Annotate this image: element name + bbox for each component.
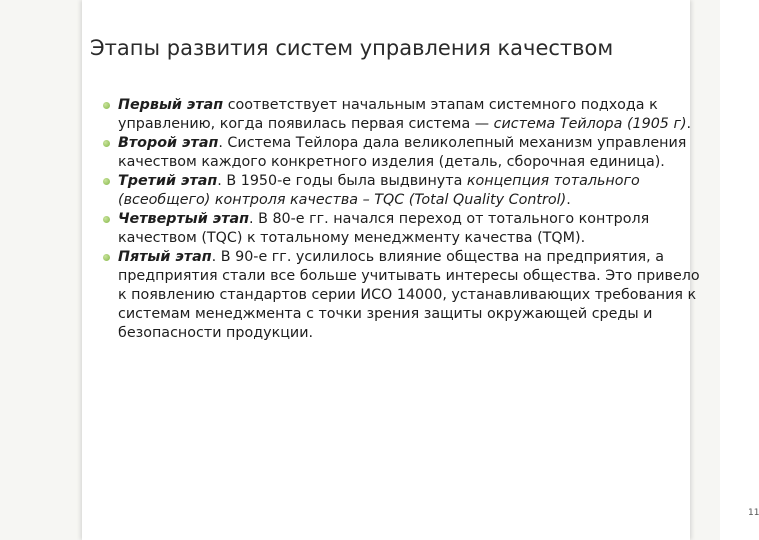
bullet-text: . В 80-е гг. начался переход от тотального контроля качеством (TQC) к тотальному менеджменту качества (TQM). (118, 211, 650, 246)
bullet-item-2 (102, 134, 702, 172)
bullet-item-4 (102, 210, 702, 248)
bullet-lead: Третий этап (118, 173, 218, 189)
bullet-italic: система Тейлора (1905 г) (493, 116, 687, 132)
bullet-lead: Пятый этап (118, 249, 212, 265)
bullet-lead: Второй этап (118, 135, 219, 151)
bullet-tail: . (566, 192, 571, 208)
bullet-dot-icon (103, 254, 110, 261)
bullet-item-1 (102, 96, 702, 134)
bullet-tail: . (686, 116, 692, 132)
bullet-item-5 (102, 248, 702, 343)
bullet-lead: Четвертый этап (118, 211, 250, 227)
bullet-dot-icon (103, 216, 110, 223)
bullet-dot-icon (103, 102, 110, 109)
bullet-text: соответствует начальным этапам системного подхода к управлению, когда появилась первая система — (118, 97, 658, 132)
left-margin-band (0, 0, 82, 540)
bullet-list (102, 96, 702, 343)
page-number: 11 (748, 508, 759, 518)
bullet-text: . Система Тейлора дала великолепный механизм управления качеством каждого конкретного изделия (деталь, сборочная единица). (118, 135, 687, 170)
bullet-italic: концепция тотального (всеобщего) контроля качества – TQC (Total Quality Control) (118, 173, 640, 208)
bullet-dot-icon (103, 140, 110, 147)
slide-content-area (82, 0, 759, 540)
slide-title: Этапы развития систем управления качеством (90, 36, 614, 60)
bullet-dot-icon (103, 178, 110, 185)
bullet-item-3 (102, 172, 702, 210)
bullet-lead: Первый этап (118, 97, 224, 113)
bullet-text: . В 1950-е годы была выдвинута (217, 173, 467, 189)
bullet-text: . В 90-е гг. усилилось влияние общества на предприятия, а предприятия стали все больше учитывать интересы общества. Это привело к появлению стандартов серии ИСО 14000, устанавливающих требования к системам менеджмента с точки зрения защиты окружающей среды и безопасности продукции. (118, 249, 700, 341)
